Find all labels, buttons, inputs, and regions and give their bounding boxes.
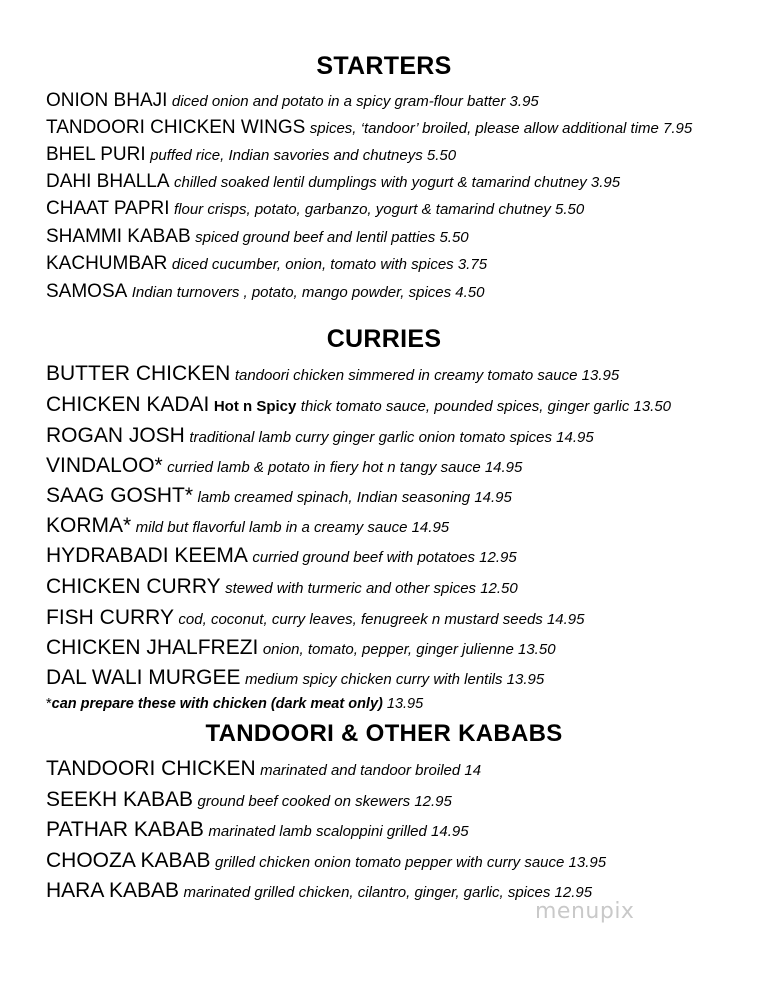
item-desc: lamb creamed spinach, Indian seasoning 14.95 bbox=[197, 489, 512, 506]
menu-item bbox=[46, 172, 620, 191]
item-name: CHOOZA KABAB bbox=[46, 849, 211, 872]
item-name: FISH CURRY bbox=[46, 606, 174, 629]
item-name: KACHUMBAR bbox=[46, 253, 168, 274]
menu-item bbox=[46, 425, 594, 446]
item-name: HARA KABAB bbox=[46, 879, 180, 902]
starters-heading: STARTERS bbox=[316, 52, 452, 80]
item-name: VINDALOO* bbox=[46, 454, 163, 477]
item-name: KORMA* bbox=[46, 514, 132, 537]
item-desc: curried lamb & potato in fiery hot n tangy sauce 14.95 bbox=[167, 459, 523, 476]
item-name: CHAAT PAPRI bbox=[46, 198, 170, 219]
item-desc: grilled chicken onion tomato pepper with curry sauce 13.95 bbox=[215, 854, 607, 871]
item-name: DAHI BHALLA bbox=[46, 171, 170, 192]
menu-item bbox=[46, 91, 539, 110]
menu-item bbox=[46, 758, 481, 779]
item-name: CHICKEN KADAI bbox=[46, 393, 210, 416]
item-desc: spiced ground beef and lentil patties 5.50 bbox=[195, 229, 469, 246]
menu-item bbox=[46, 485, 512, 506]
item-desc: puffed rice, Indian savories and chutneys 5.50 bbox=[150, 147, 457, 164]
menu-item bbox=[46, 118, 692, 137]
menu-item bbox=[46, 145, 456, 164]
item-desc: diced cucumber, onion, tomato with spices 3.75 bbox=[171, 256, 488, 273]
item-desc: ground beef cooked on skewers 12.95 bbox=[197, 793, 452, 810]
menu-item bbox=[46, 363, 619, 384]
item-desc: tandoori chicken simmered in creamy tomato sauce 13.95 bbox=[234, 367, 620, 384]
item-desc: Indian turnovers , potato, mango powder, spices 4.50 bbox=[131, 284, 485, 301]
item-desc: chilled soaked lentil dumplings with yogurt & tamarind chutney 3.95 bbox=[174, 174, 621, 191]
item-desc: marinated grilled chicken, cilantro, ginger, garlic, spices 12.95 bbox=[183, 884, 593, 901]
item-name: CHICKEN JHALFREZI bbox=[46, 636, 259, 659]
item-name: SEEKH KABAB bbox=[46, 788, 194, 811]
menu-item bbox=[46, 254, 487, 273]
item-desc: marinated and tandoor broiled 14 bbox=[260, 762, 482, 779]
tandoori-heading: TANDOORI & OTHER KABABS bbox=[205, 720, 563, 747]
item-name: ONION BHAJI bbox=[46, 90, 168, 111]
menu-item bbox=[46, 607, 584, 628]
menu-item bbox=[46, 227, 469, 246]
item-desc: mild but flavorful lamb in a creamy sauce 14.95 bbox=[135, 519, 450, 536]
watermark-logo: menupix bbox=[535, 899, 635, 924]
menu-item bbox=[46, 199, 584, 218]
menu-item bbox=[46, 667, 544, 688]
item-name: SHAMMI KABAB bbox=[46, 226, 191, 247]
menu-item bbox=[46, 545, 517, 566]
item-name: ROGAN JOSH bbox=[46, 424, 185, 447]
item-name: SAAG GOSHT* bbox=[46, 484, 194, 507]
menu-item bbox=[46, 515, 449, 536]
item-name: DAL WALI MURGEE bbox=[46, 666, 241, 689]
item-name: TANDOORI CHICKEN WINGS bbox=[46, 117, 306, 138]
item-desc: medium spicy chicken curry with lentils 13.95 bbox=[244, 671, 545, 688]
note-star: * bbox=[46, 696, 52, 712]
item-desc: cod, coconut, curry leaves, fenugreek n mustard seeds 14.95 bbox=[178, 611, 585, 628]
item-name: SAMOSA bbox=[46, 281, 128, 302]
curries-heading: CURRIES bbox=[326, 325, 442, 353]
item-name: BUTTER CHICKEN bbox=[46, 362, 231, 385]
menu-item bbox=[46, 789, 452, 810]
curries-note bbox=[46, 696, 423, 712]
item-desc: thick tomato sauce, pounded spices, ginger garlic 13.50 bbox=[300, 398, 672, 415]
item-desc: diced onion and potato in a spicy gram-flour batter 3.95 bbox=[171, 93, 539, 110]
item-desc: onion, tomato, pepper, ginger julienne 13.50 bbox=[262, 641, 556, 658]
item-desc: marinated lamb scaloppini grilled 14.95 bbox=[208, 823, 469, 840]
menu-item bbox=[46, 394, 671, 415]
menu-item bbox=[46, 455, 522, 476]
item-desc: traditional lamb curry ginger garlic onion tomato spices 14.95 bbox=[189, 429, 594, 446]
menu-item bbox=[46, 637, 556, 658]
note-price: 13.95 bbox=[382, 696, 424, 712]
item-desc: flour crisps, potato, garbanzo, yogurt & tamarind chutney 5.50 bbox=[173, 201, 585, 218]
item-name: TANDOORI CHICKEN bbox=[46, 757, 256, 780]
note-text: can prepare these with chicken (dark meat only) bbox=[51, 696, 383, 712]
item-name: BHEL PURI bbox=[46, 144, 146, 165]
item-name: HYDRABADI KEEMA bbox=[46, 544, 248, 567]
hot-tag: Hot n Spicy bbox=[213, 398, 297, 415]
item-desc: curried ground beef with potatoes 12.95 bbox=[252, 549, 517, 566]
item-name: CHICKEN CURRY bbox=[46, 575, 221, 598]
item-name: PATHAR KABAB bbox=[46, 818, 204, 841]
menu-item bbox=[46, 282, 485, 301]
item-desc: stewed with turmeric and other spices 12.50 bbox=[225, 580, 518, 597]
item-desc: spices, ‘tandoor’ broiled, please allow additional time 7.95 bbox=[309, 120, 693, 137]
menu-item bbox=[46, 880, 592, 901]
menu-item bbox=[46, 576, 518, 597]
menu-item bbox=[46, 850, 606, 871]
menu-item bbox=[46, 819, 469, 840]
